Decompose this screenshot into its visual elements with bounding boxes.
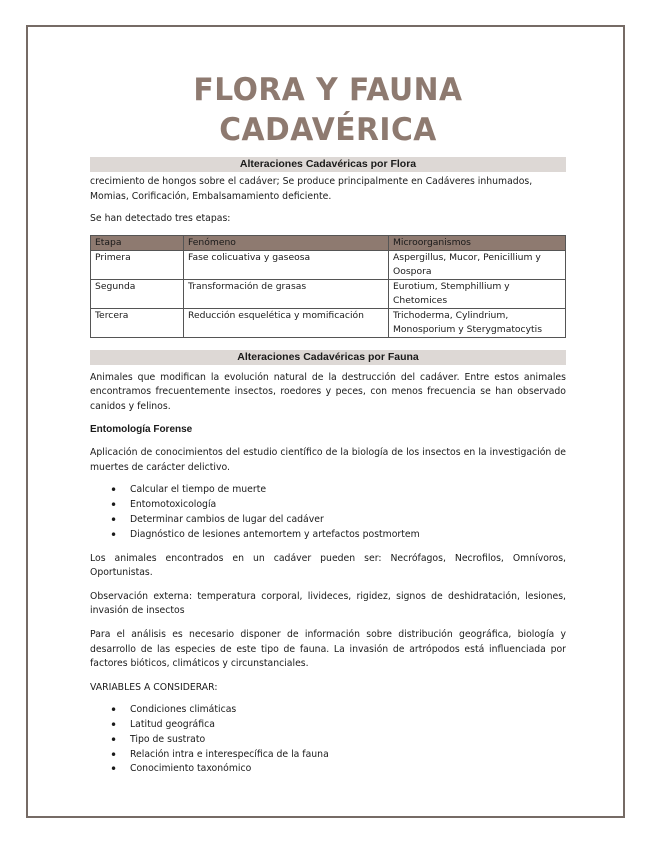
list-item: • Calcular el tiempo de muerte: [90, 483, 566, 498]
cell-microorganismos: Aspergillus, Mucor, Penicillium y Oospora: [389, 250, 566, 279]
animals-text: Los animales encontrados en un cadáver pueden ser: Necrófagos, Necrofilos, Omnívoros, Oportunistas.: [90, 552, 566, 579]
entomology-list: [90, 483, 566, 542]
col-header-fenomeno: Fenómeno: [184, 235, 389, 250]
list-item: • Conocimiento taxonómico: [90, 762, 566, 777]
fauna-section-heading: Alteraciones Cadavéricas por Fauna: [90, 350, 566, 365]
fauna-intro: Animales que modifican la evolución natural de la destrucción del cadáver. Entre estos animales encontramos frecuentemente insectos, roedores y peces, con menos frecuencia se han observado canidos y felinos.: [90, 371, 566, 412]
col-header-etapa: Etapa: [91, 235, 184, 250]
cell-fenomeno: Fase colicuativa y gaseosa: [184, 250, 389, 279]
cell-etapa: Primera: [91, 250, 184, 279]
observation-text: Observación externa: temperatura corporal, livideces, rigidez, signos de deshidratación, lesiones, invasión de insectos: [90, 590, 566, 617]
list-item: • Determinar cambios de lugar del cadáver: [90, 513, 566, 528]
flora-intro: crecimiento de hongos sobre el cadáver; Se produce principalmente en Cadáveres inhumados, Momias, Corificación, Embalsamamiento deficiente.: [90, 176, 533, 202]
table-header-row: [91, 235, 566, 250]
list-item: • Entomotoxicología: [90, 498, 566, 513]
list-item: • Latitud geográfica: [90, 718, 566, 733]
entomology-text: Aplicación de conocimientos del estudio científico de la biología de los insectos en la investigación de muertes de carácter delictivo.: [90, 447, 566, 473]
stages-table: [90, 235, 566, 338]
variables-heading: VARIABLES A CONSIDERAR:: [90, 681, 218, 693]
cell-fenomeno: Transformación de grasas: [184, 279, 389, 308]
list-item: • Relación intra e interespecífica de la fauna: [90, 748, 566, 763]
document-body: [90, 70, 566, 777]
cell-microorganismos: Trichoderma, Cylindrium, Monosporium y Sterygmatocytis: [389, 308, 566, 337]
list-item: • Tipo de sustrato: [90, 733, 566, 748]
table-row: [91, 279, 566, 308]
cell-microorganismos: Eurotium, Stemphillium y Chetomices: [389, 279, 566, 308]
col-header-microorganismos: Microorganismos: [389, 235, 566, 250]
stages-intro: Se han detectado tres etapas:: [90, 213, 231, 225]
cell-etapa: Tercera: [91, 308, 184, 337]
variables-list: [90, 703, 566, 777]
analysis-text: Para el análisis es necesario disponer de información sobre distribución geográfica, biología y desarrollo de las especies de este tipo de fauna. La invasión de artrópodos está influenciada por factores bióticos, climáticos y circunstanciales.: [90, 628, 566, 670]
table-row: [91, 250, 566, 279]
cell-etapa: Segunda: [91, 279, 184, 308]
entomology-heading: Entomología Forense: [90, 423, 193, 435]
list-item: • Condiciones climáticas: [90, 703, 566, 718]
cell-fenomeno: Reducción esquelética y momificación: [184, 308, 389, 337]
table-row: [91, 308, 566, 337]
flora-section-heading: Alteraciones Cadavéricas por Flora: [90, 157, 566, 172]
page-title: FLORA Y FAUNA CADAVÉRICA: [193, 72, 463, 148]
list-item: • Diagnóstico de lesiones antemortem y artefactos postmortem: [90, 528, 566, 543]
